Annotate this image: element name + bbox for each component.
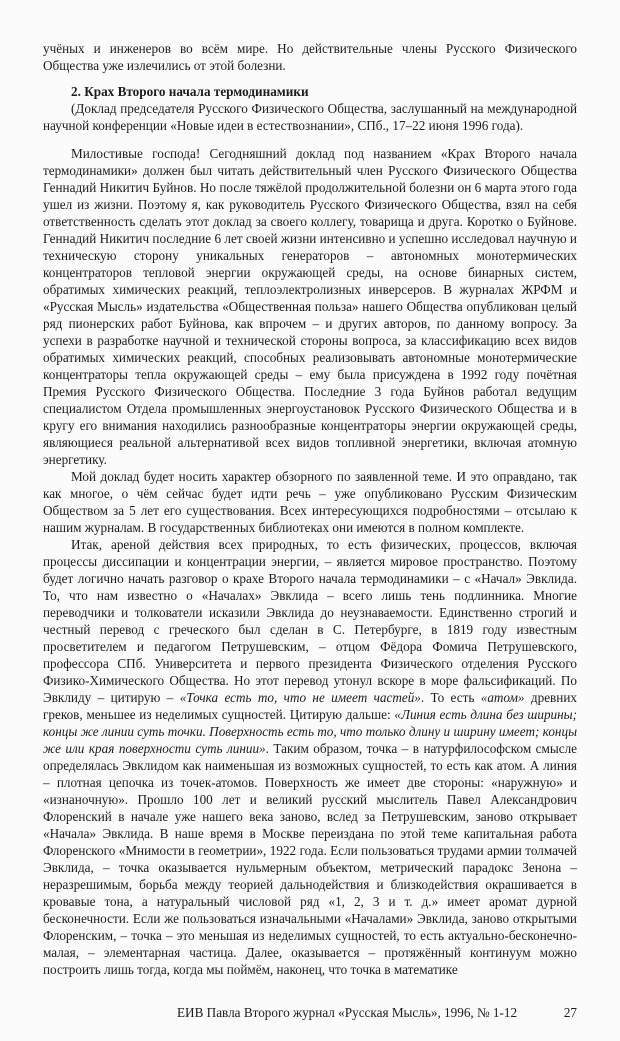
euclid-text-4: . Таким образом, точка – в натурфилософском смысле определялась Эвклидом как наименьшая из возможных сущностей, то есть как атом. А линия – плотная цепочка из точек-атомов. Поверхность же имеет две стороны: «наружную» и «изнаночную». Прошло 100 лет и великий русский мыслитель Павел Александрович Флоренский в начале уже нашего века заново, вслед за Петрушевским, заново открывает «Начала» Эвклида. В наше время в Москве переиздана по этой теме капитальная работа Флоренского «Мнимости в геометрии», 1922 года. Если пользоваться трудами армии толмачей Эвклида, – точка оказывается нульмерным объектом, метрический парадокс Зенона – неразрешимым, борьба между теорией дальнодействия и близкодействия окрашивается в кровавые тона, а натуральный числовой ряд «1, 2, 3 и т. д.» имеет аромат дурной бесконечности. Если же пользоваться изначальными «Началами» Эвклида, заново открытыми Флоренским, – точка – это меньшая из неделимых сущностей, то есть актуально-бесконечно-малая, – элементарная частица. Далее, оказывается – протяжённый континуум можно построить лишь тогда, когда мы поймём, наконец, что точка в математике [43,741,578,977]
page-footer [177,1004,577,1021]
paragraph-euclid [43,536,577,978]
paragraph-buynov: Милостивые господа! Сегодняшний доклад под названием «Крах Второго начала термодинамики» должен был читать действительный член Русского Физического Общества Геннадий Никитич Буйнов. Но после тяжёлой продолжительной болезни он 6 марта этого года ушел из жизни. Поэтому я, как руководитель Русского Физического Общества, взял на себя ответственность сделать этот доклад за своего коллегу, товарища и друга. Коротко о Буйнове. Геннадий Никитич последние 6 лет своей жизни интенсивно и успешно исследовал научную и техническую сторону уникальных генераторов – автономных монотермических концентраторов тепловой энергии окружающей среды, на основе бинарных систем, обратимых химических реакций, теплоэлектролизных инверсеров. В журналах ЖРФМ и «Русская Мысль» издательства «Общественная польза» нашего Общества опубликован целый ряд пионерских работ Буйнова, как впрочем – и других авторов, по данному вопросу. За успехи в разработке научной и технической стороны вопроса, за классификацию всех видов обратимых химических реакций, способных реализовывать автономные монотермические концентраторы тепла окружающей среды – ему была присуждена в 1992 году почётная Премия Русского Физического Общества. Последние 3 года Буйнов работал ведущим специалистом Отдела промышленных энергоустановок Русского Физического Общества и в кругу его внимания находились разнообразные концентраторы энергии окружающей среды, являющиеся реальной альтернативой всех видов топливной энергетики, включая атомную энергетику. [43,146,577,467]
euclid-text-3: древних греков, меньшее из неделимых сущностей. Цитирую дальше: [43,690,577,722]
page-number: 27 [563,1005,577,1020]
section-subtitle: (Доклад председателя Русского Физического Общества, заслушанный на международной научной конференции «Новые идеи в естествознании», СПб., 17–22 июня 1996 года). [43,101,577,133]
document-page [43,40,577,978]
euclid-text-2: . То есть [420,690,481,705]
euclid-quote-atom: «атом» [480,690,525,705]
intro-paragraph: учёных и инженеров во всём мире. Но действительные члены Русского Физического Общества уже излечились от этой болезни. [43,41,577,73]
euclid-quote-point: «Точка есть то, что не имеет частей» [179,690,421,705]
paragraph-overview: Мой доклад будет носить характер обзорного по заявленной теме. И это оправдано, так как многое, о чём сейчас будет идти речь – уже опубликовано Русским Физическим Обществом за 5 лет его существования. Всех интересующихся подробностями – отсылаю к нашим журналам. В государственных библиотеках они имеются в полном комплекте. [43,469,577,535]
document-sheet [43,0,577,1041]
section-heading: 2. Крах Второго начала термодинамики [71,84,309,99]
journal-reference: ЕИВ Павла Второго журнал «Русская Мысль», 1996, № 1-12 [177,1005,518,1020]
euclid-text-1: Итак, ареной действия всех природных, то есть физических, процессов, включая процессы диссипации и концентрации энергии, – является мировое пространство. Поэтому будет логично начать разговор о крахе Второго начала термодинамики – с «Начал» Эвклида. То, что нам известно о «Началах» Эвклида – всего лишь тень подлинника. Многие переводчики и толкователи исказили Эвклида до неузнаваемости. Единственно строгий и честный перевод с греческого был сделан в С. Петербурге, в 1819 году известным просветителем и педагогом Петрушевским, – отцом Фёдора Фомича Петрушевского, профессора СПб. Университета и первого президента Физического отделения Русского Физико-Химического Общества. Но этот перевод утонул вскоре в море фальсификаций. По Эвклиду – цитирую – [43,537,577,705]
euclid-quote-line: «Линия есть длина без ширины; концы же линии суть точки. Поверхность есть то, что только длину и ширину имеет; концы же или края поверхности суть линии» [43,707,577,756]
